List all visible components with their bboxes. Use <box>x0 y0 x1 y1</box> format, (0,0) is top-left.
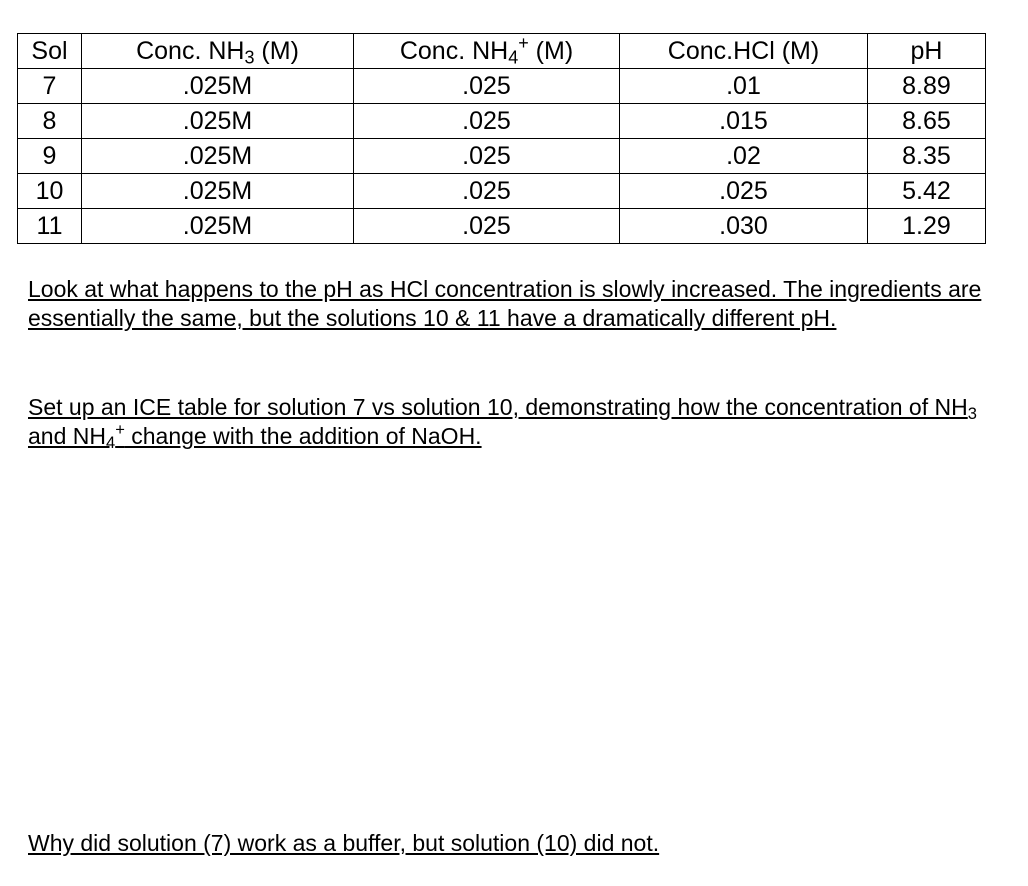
cell-hcl: .02 <box>620 139 868 174</box>
header-nh3-suffix: (M) <box>254 37 299 65</box>
ice-text-part1: Set up an ICE table for solution 7 vs solution 10, demonstrating how the concentration of NH <box>28 394 968 420</box>
header-conc-nh3 <box>82 34 354 69</box>
header-conc-nh4 <box>354 34 620 69</box>
ice-text-part2: and NH <box>28 423 106 449</box>
header-nh4-sub: 4 <box>508 47 519 68</box>
cell-nh3: .025M <box>82 69 354 104</box>
cell-ph: 5.42 <box>868 174 986 209</box>
ice-nh4-sup: + <box>115 419 125 439</box>
table-row <box>18 174 986 209</box>
cell-sol: 9 <box>18 139 82 174</box>
cell-sol: 11 <box>18 209 82 244</box>
header-nh4-suffix: (M) <box>528 37 574 65</box>
header-nh4-prefix: Conc. NH <box>399 37 509 65</box>
header-ph: pH <box>868 34 986 69</box>
header-sol: Sol <box>18 34 82 69</box>
cell-ph: 8.89 <box>868 69 986 104</box>
cell-nh4: .025 <box>354 104 620 139</box>
buffer-question: Why did solution (7) work as a buffer, but solution (10) did not. <box>28 830 660 856</box>
header-nh3-sub: 3 <box>244 47 255 68</box>
header-conc-hcl: Conc.HCl (M) <box>620 34 868 69</box>
ice-nh4-sub: 4 <box>105 433 116 453</box>
cell-sol: 10 <box>18 174 82 209</box>
cell-hcl: .01 <box>620 69 868 104</box>
table-row <box>18 104 986 139</box>
ice-table-instruction <box>28 393 1000 451</box>
cell-sol: 8 <box>18 104 82 139</box>
cell-nh4: .025 <box>354 209 620 244</box>
cell-hcl: .030 <box>620 209 868 244</box>
table-row <box>18 69 986 104</box>
cell-sol: 7 <box>18 69 82 104</box>
header-nh3-prefix: Conc. NH <box>136 37 245 65</box>
cell-nh3: .025M <box>82 209 354 244</box>
observation-paragraph: Look at what happens to the pH as HCl concentration is slowly increased. The ingredients are essentially the same, but the solutions 10 & 11 have a dramatically different pH. <box>28 276 982 331</box>
cell-nh4: .025 <box>354 69 620 104</box>
cell-nh3: .025M <box>82 139 354 174</box>
cell-ph: 8.35 <box>868 139 986 174</box>
cell-nh4: .025 <box>354 174 620 209</box>
cell-nh4: .025 <box>354 139 620 174</box>
ice-text-part3: change with the addition of NaOH. <box>124 423 482 449</box>
cell-ph: 8.65 <box>868 104 986 139</box>
cell-nh3: .025M <box>82 174 354 209</box>
table-row <box>18 139 986 174</box>
ice-nh3-sub: 3 <box>967 404 977 424</box>
cell-hcl: .015 <box>620 104 868 139</box>
table-row <box>18 209 986 244</box>
concentration-table <box>17 33 986 244</box>
cell-hcl: .025 <box>620 174 868 209</box>
header-nh4-sup: + <box>518 33 529 54</box>
cell-ph: 1.29 <box>868 209 986 244</box>
cell-nh3: .025M <box>82 104 354 139</box>
table-header-row <box>18 34 986 69</box>
